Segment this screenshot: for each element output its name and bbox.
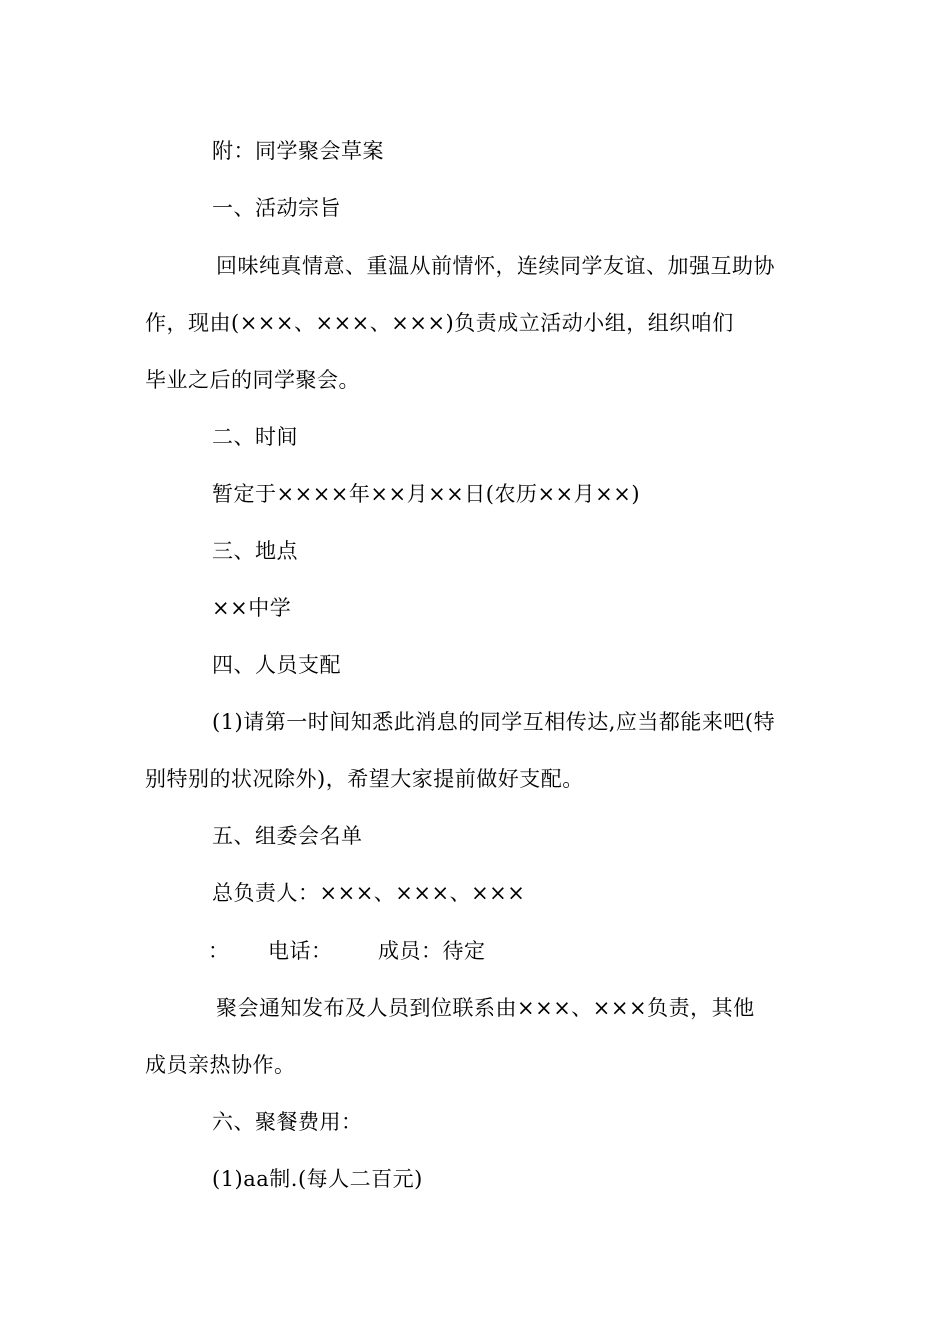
section-5-leader: 总负责人：×××、×××、××× [212, 881, 526, 905]
section-5-members-label: 成员：待定 [378, 939, 486, 963]
section-1-paragraph-line-3: 毕业之后的同学聚会。 [145, 368, 360, 392]
section-4-paragraph-line-2: 别特别的状况除外)，希望大家提前做好支配。 [145, 767, 584, 791]
section-4-heading: 四、人员支配 [212, 653, 341, 677]
section-5-heading: 五、组委会名单 [212, 824, 363, 848]
section-1-paragraph-line-2: 作，现由(×××、×××、×××)负责成立活动小组，组织咱们 [145, 311, 734, 335]
section-5-phone-label: 电话： [268, 939, 333, 963]
section-5-colon: ： [208, 939, 230, 963]
section-2-text: 暂定于××××年××月××日(农历××月××) [212, 482, 641, 506]
section-4-paragraph-line-1: (1)请第一时间知悉此消息的同学互相传达,应当都能来吧(特 [212, 710, 776, 734]
section-5-paragraph-line-2: 成员亲热协作。 [145, 1053, 296, 1077]
appendix-title: 附：同学聚会草案 [212, 139, 384, 163]
section-1-paragraph-line-1: 回味纯真情意、重温从前情怀，连续同学友谊、加强互助协 [216, 254, 775, 278]
section-6-heading: 六、聚餐费用： [212, 1110, 363, 1134]
section-5-paragraph-line-1: 聚会通知发布及人员到位联系由×××、×××负责，其他 [216, 996, 755, 1020]
section-6-item-1: (1)aa制.(每人二百元) [212, 1167, 423, 1191]
section-2-heading: 二、时间 [212, 425, 298, 449]
section-1-heading: 一、活动宗旨 [212, 196, 341, 220]
section-3-text: ××中学 [212, 596, 292, 620]
section-3-heading: 三、地点 [212, 539, 298, 563]
